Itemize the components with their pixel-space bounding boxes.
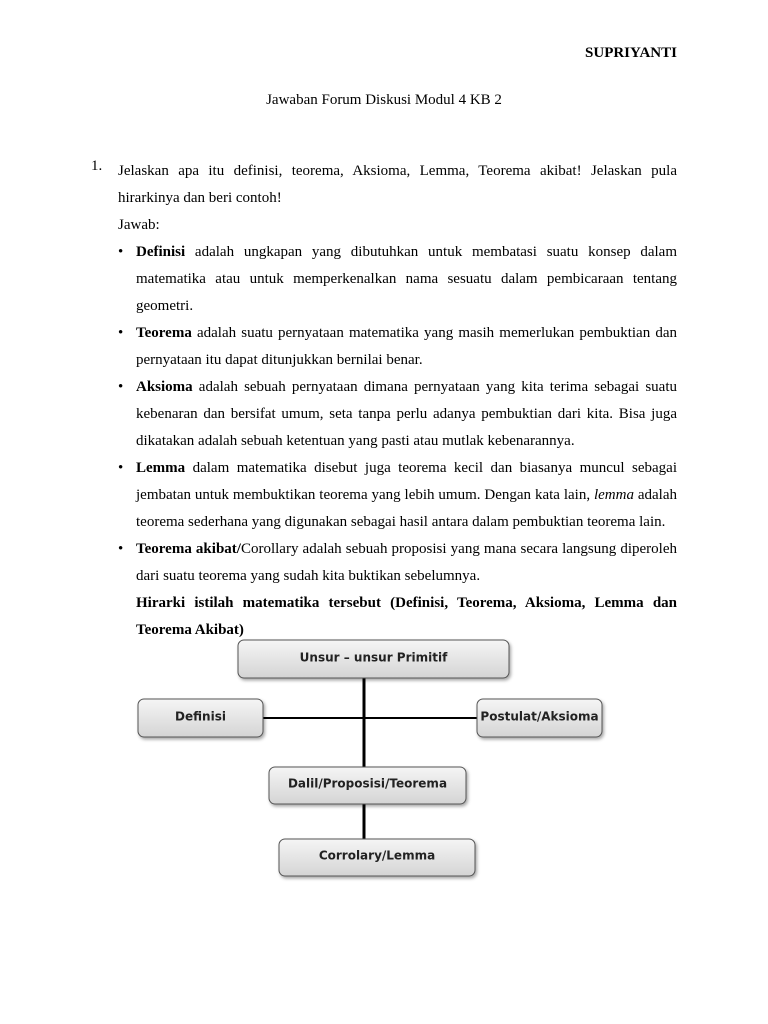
term: Teorema: [136, 325, 192, 341]
node-right: [477, 699, 602, 737]
definition-text: adalah sebuah pernyataan dimana pernyataan yang kita terima sebagai suatu kebenaran dan bersifat umum, seta tanpa perlu adanya pembuktian dari kita. Bisa juga dikatakan adalah sebuah ketentuan yang pasti atau mutlak kebenarannya.: [136, 379, 677, 449]
node-top: [238, 640, 509, 678]
hierarchy-heading: Hirarki istilah matematika tersebut (Definisi, Teorema, Aksioma, Lemma dan Teorema Akibat): [136, 595, 677, 638]
node-right-label: Postulat/Aksioma: [480, 709, 599, 724]
term: Definisi: [136, 244, 186, 260]
node-left-label: Definisi: [175, 709, 226, 724]
question-text: Jelaskan apa itu definisi, teorema, Aksioma, Lemma, Teorema akibat! Jelaskan pula hirarkinya dan beri contoh!: [118, 163, 677, 206]
definition-text: Corollary adalah sebuah proposisi yang mana secara langsung diperoleh dari suatu teorema yang sudah kita buktikan sebelumnya.: [136, 541, 677, 584]
term: Lemma: [136, 460, 186, 476]
term: Teorema akibat/: [136, 541, 241, 557]
node-bottom-label: Corrolary/Lemma: [318, 848, 436, 863]
author-name: SUPRIYANTI: [585, 45, 677, 61]
term: Aksioma: [136, 379, 193, 395]
italic-term: lemma: [593, 487, 634, 503]
answer-label: Jawab:: [118, 217, 160, 233]
document-title: Jawaban Forum Diskusi Modul 4 KB 2: [266, 92, 502, 108]
node-middle-label: Dalil/Proposisi/Teorema: [287, 776, 448, 791]
definition-text: adalah ungkapan yang dibutuhkan untuk membatasi suatu konsep dalam matematika atau untuk memperkenalkan nama sesuatu dalam pembicaraan tentang geometri.: [136, 244, 677, 314]
definition-text: adalah teorema sederhana yang digunakan sebagai hasil antara dalam pembuktian teorema lain.: [136, 487, 678, 530]
node-top-label: Unsur – unsur Primitif: [299, 650, 448, 665]
node-middle: [269, 767, 466, 804]
node-bottom: [279, 839, 475, 876]
question-number: 1.: [91, 158, 103, 174]
node-left: [138, 699, 263, 737]
connector-lines: [263, 678, 477, 839]
definition-text: dalam matematika disebut juga teorema kecil dan biasanya muncul sebagai jembatan untuk membuktikan teorema yang lebih umum. Dengan kata lain,: [136, 460, 677, 503]
definition-text: adalah suatu pernyataan matematika yang masih memerlukan pembuktian dan pernyataan itu dapat ditunjukkan bernilai benar.: [136, 325, 677, 368]
